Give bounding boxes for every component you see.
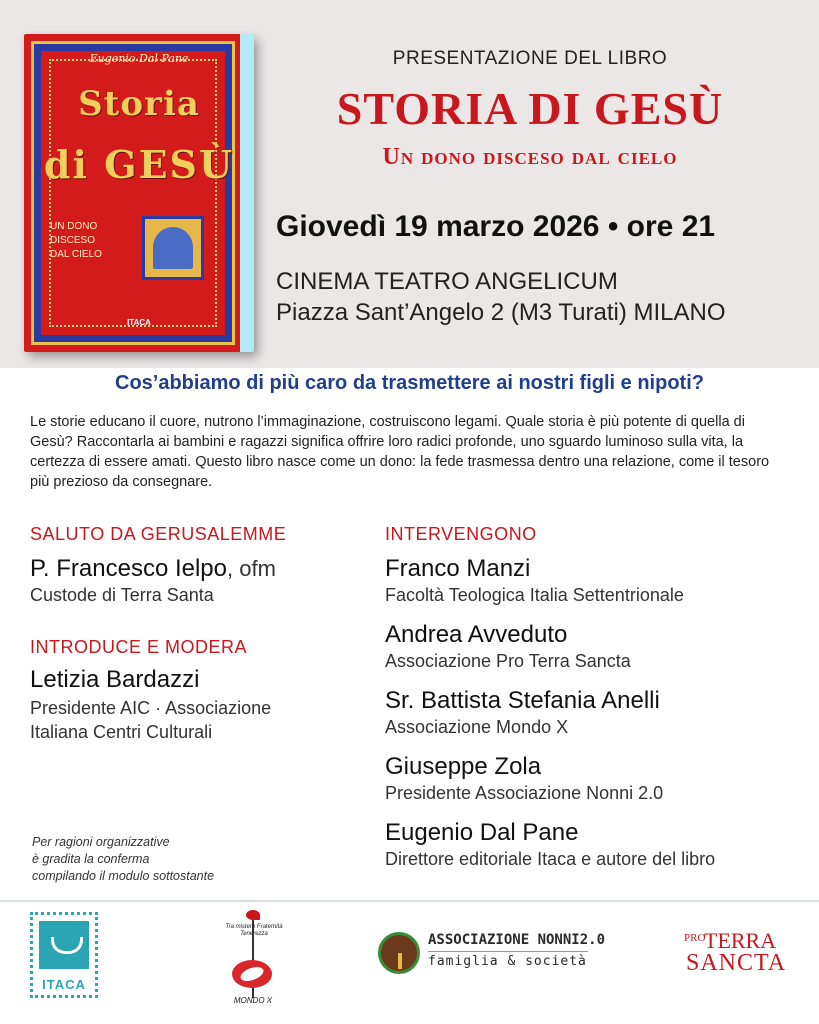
speaker-role: Facoltà Teologica Italia Settentrionale — [385, 585, 684, 605]
speaker-name: Sr. Battista Stefania Anelli — [385, 687, 660, 714]
book-subtitle: Un dono disceso dal cielo — [382, 144, 678, 170]
itaca-logo-mark — [39, 921, 89, 969]
speaker-name: Franco Manzi — [385, 555, 531, 582]
greeting-name-line — [30, 555, 360, 583]
rsvp-note-line: Per ragioni organizzative — [32, 835, 170, 849]
greeting-role: Custode di Terra Santa — [30, 585, 214, 605]
book-cover-title-line2: di GESÙ — [43, 142, 235, 187]
mondo-x-logo-motto: Tra mistero Fraternità Tenerezza — [225, 924, 283, 937]
book-cover-author: Eugenio Dal Pane — [89, 52, 189, 65]
mondo-x-logo-bird — [246, 910, 260, 920]
moderator-label: INTRODUCE E MODERA — [30, 637, 248, 657]
rsvp-note — [32, 834, 302, 885]
book-spine — [240, 34, 254, 352]
book-cover-subtitle-line: DAL CIELO — [50, 249, 102, 260]
speaker-name: Giuseppe Zola — [385, 753, 542, 780]
left-column — [30, 524, 360, 744]
book-title: STORIA DI GESÙ — [336, 83, 724, 134]
event-kicker: PRESENTAZIONE DEL LIBRO — [392, 48, 668, 69]
speaker-role: Presidente Associazione Nonni 2.0 — [385, 783, 664, 803]
speaker-role: Associazione Mondo X — [385, 717, 569, 737]
nonni-logo — [378, 930, 606, 978]
venue-name: CINEMA TEATRO ANGELICUM — [276, 268, 618, 295]
greeting-label: SALUTO DA GERUSALEMME — [30, 524, 287, 544]
event-date: Giovedì 19 marzo 2026 • ore 21 — [276, 210, 716, 243]
tree-icon — [378, 932, 420, 974]
moderator-role-line2: Italiana Centri Culturali — [30, 722, 213, 742]
venue-address: Piazza Sant’Angelo 2 (M3 Turati) MILANO — [276, 299, 726, 326]
rsvp-note-line: compilando il modulo sottostante — [32, 869, 215, 883]
book-cover-image — [24, 34, 254, 352]
nonni-logo-tagline: famiglia & società — [428, 954, 587, 969]
pts-logo-pro: PRO — [684, 932, 706, 944]
speaker-name: Andrea Avveduto — [385, 621, 568, 648]
greeting-name-suffix: , ofm — [227, 556, 276, 581]
itaca-logo — [30, 912, 98, 998]
greeting-name: P. Francesco Ielpo — [30, 555, 228, 582]
footer-divider — [0, 900, 819, 902]
speaker-item — [385, 753, 805, 805]
mondo-x-logo — [218, 906, 288, 1014]
book-cover-subtitle-line: UN DONO — [50, 221, 98, 232]
rsvp-note-line: è gradita la conferma — [32, 852, 150, 866]
book-cover-subtitle — [50, 220, 130, 262]
moderator-role-line1: Presidente AIC · Associazione — [30, 698, 272, 718]
itaca-logo-text: ITACA — [42, 977, 86, 992]
nonni-logo-rule — [428, 951, 588, 952]
speaker-item — [385, 687, 805, 739]
speaker-item — [385, 555, 805, 607]
book-cover-illustration — [142, 216, 204, 280]
speakers-label: INTERVENGONO — [385, 524, 537, 544]
book-cover-subtitle-line: DISCESO — [50, 235, 96, 246]
mondo-x-logo-text: MONDO X — [233, 996, 273, 1005]
pts-logo-terra: TERRA — [704, 928, 777, 953]
pts-logo-sancta: SANCTA — [686, 950, 787, 976]
right-column — [385, 524, 805, 871]
speaker-role: Direttore editoriale Itaca e autore del libro — [385, 849, 716, 869]
moderator-name: Letizia Bardazzi — [30, 666, 200, 693]
intro-paragraph: Le storie educano il cuore, nutrono l’immaginazione, costruiscono legami. Quale storia è più potente di quella di Gesù? Raccontarla ai bambini e ragazzi significa offrire loro radici profonde, uno sguardo luminoso sulla vita, la certezza di essere amati. Questo libro nasce come un dono: la fede trasmessa dentro una relazione, come il tesoro più prezioso da consegnare. — [30, 414, 770, 490]
book-cover-publisher: ITACA — [127, 318, 151, 327]
lead-question: Cos’abbiamo di più caro da trasmettere ai nostri figli e nipoti? — [115, 372, 704, 394]
nonni-logo-title: ASSOCIAZIONE NONNI2.0 — [428, 932, 606, 948]
book-cover-title-line1: Storia — [78, 84, 200, 124]
speaker-item — [385, 621, 805, 673]
speaker-name: Eugenio Dal Pane — [385, 819, 579, 846]
mondo-x-logo-heart — [232, 960, 272, 988]
speaker-role: Associazione Pro Terra Sancta — [385, 651, 631, 671]
pro-terra-sancta-logo — [684, 928, 794, 978]
event-venue — [276, 266, 796, 328]
speaker-item — [385, 819, 805, 871]
